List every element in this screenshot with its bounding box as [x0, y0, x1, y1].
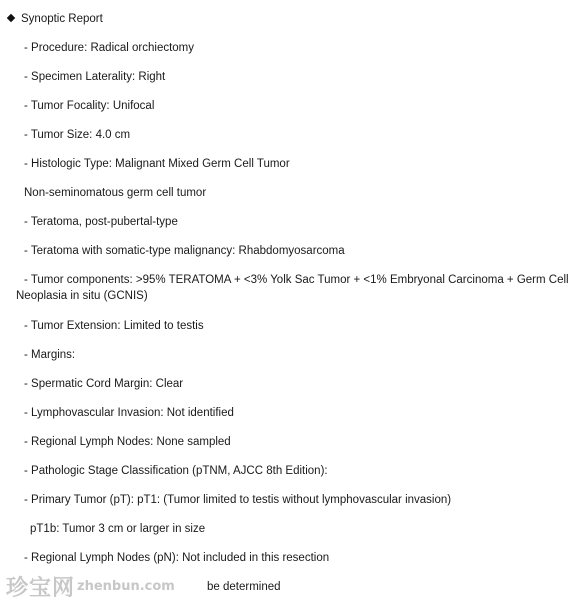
report-line-margins: - Margins:: [24, 349, 76, 361]
report-line-focality: - Tumor Focality: Unifocal: [24, 100, 155, 112]
report-line-regional-pn: - Regional Lymph Nodes (pN): Not included in this resection: [24, 552, 330, 564]
report-line-components: - Tumor components: >95% TERATOMA + <3% Yolk Sac Tumor + <1% Embryonal Carcinoma + Germ Cell: [24, 274, 569, 286]
report-line-be-determined: be determined: [207, 581, 281, 593]
report-line-regional-nodes: - Regional Lymph Nodes: None sampled: [24, 436, 231, 448]
report-line-primary-tumor: - Primary Tumor (pT): pT1: (Tumor limited to testis without lymphovascular invasion): [24, 494, 452, 506]
report-line-pt1b: pT1b: Tumor 3 cm or larger in size: [30, 523, 206, 535]
report-line-procedure: - Procedure: Radical orchiectomy: [24, 42, 195, 54]
report-line-laterality: - Specimen Laterality: Right: [24, 71, 166, 83]
report-line-teratoma: - Teratoma, post-pubertal-type: [24, 216, 178, 228]
report-line-components-cont: Neoplasia in situ (GCNIS): [16, 290, 148, 302]
report-line-lvi: - Lymphovascular Invasion: Not identified: [24, 407, 234, 419]
diamond-bullet-icon: [7, 14, 15, 22]
watermark-en-text: zhenbun.com: [77, 578, 175, 594]
watermark-cn-text: 珍宝网: [6, 574, 76, 601]
report-line-extension: - Tumor Extension: Limited to testis: [24, 320, 204, 332]
report-title-text: Synoptic Report: [21, 13, 103, 25]
report-line-nonseminomatous: Non-seminomatous germ cell tumor: [24, 187, 207, 199]
report-line-cord-margin: - Spermatic Cord Margin: Clear: [24, 378, 184, 390]
report-line-size: - Tumor Size: 4.0 cm: [24, 129, 131, 141]
report-title: [6, 12, 103, 27]
report-line-somatic-malignancy: - Teratoma with somatic-type malignancy: Rhabdomyosarcoma: [24, 245, 345, 257]
report-line-stage-classification: - Pathologic Stage Classification (pTNM, AJCC 8th Edition):: [24, 465, 328, 477]
report-line-histologic-type: - Histologic Type: Malignant Mixed Germ Cell Tumor: [24, 158, 290, 170]
